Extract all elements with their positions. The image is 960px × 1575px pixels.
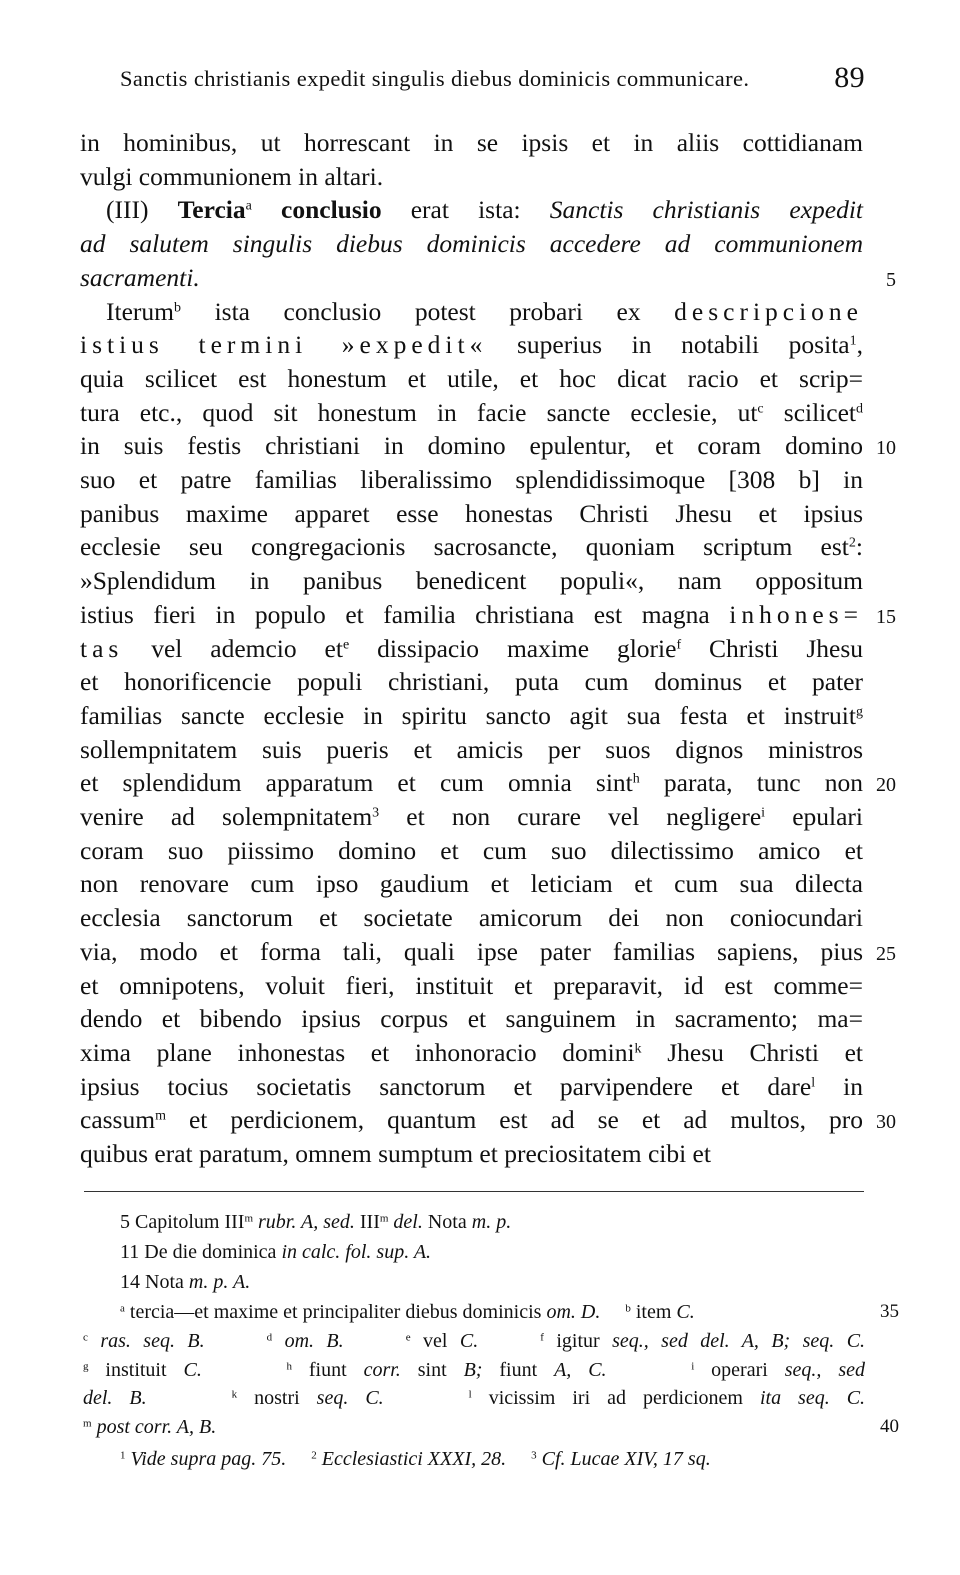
- text-line: suo et patre familias liberalissimo splendidissimoque [308 b] in: [80, 465, 863, 494]
- text-line: ecclesie seu congregacionis sacrosancte, quoniam scriptum est$^2$:: [80, 532, 863, 562]
- text-line: coram suo piissimo domino et cum suo dilectissimo amico et: [80, 835, 863, 865]
- apparatus-line: $^g$ instituit C. $^h$ fiunt corr. sint B; fiunt A, C. $^i$ operari seq., sed: [83, 1359, 865, 1381]
- text-line: (III) Tercia$^a$ conclusio erat ista: Sanctis christianis expedit: [106, 195, 864, 225]
- text-line: ipsius tocius societatis sanctorum et parvipendere et dare$^l$ in: [80, 1071, 863, 1101]
- text-line: in suis festis christiani in domino epulentur, et coram domino: [80, 431, 863, 461]
- text-line: sacramenti.: [80, 262, 200, 292]
- text-line: quia scilicet est honestum et utile, et hoc dicat racio et scrip=: [80, 363, 863, 393]
- apparatus-line-number: 40: [880, 1416, 899, 1437]
- footnote-separator: [84, 1191, 864, 1192]
- text-line: et splendidum apparatum et cum omnia sint$^h$ parata, tunc non: [80, 768, 863, 798]
- apparatus-line: 14 Nota m. p. A.: [120, 1271, 251, 1293]
- apparatus-line: 11 De die dominica in calc. fol. sup. A.: [120, 1241, 432, 1263]
- text-line: dendo et bibendo ipsius corpus et sanguinem in sacramento; ma=: [80, 1004, 863, 1034]
- running-title: Sanctis christianis expedit singulis diebus dominicis communicare.: [120, 66, 750, 91]
- text-line: non renovare cum ipso gaudium et leticiam et cum sua dilecta: [80, 869, 863, 899]
- text-line: cassum$^m$ et perdicionem, quantum est ad se et ad multos, pro: [80, 1105, 863, 1135]
- text-line: xima plane inhonestas et inhonoracio domini$^k$ Jhesu Christi et: [80, 1037, 863, 1067]
- apparatus-line-number: 35: [880, 1301, 899, 1322]
- text-line: venire ad solempnitatem$^3$ et non curare vel negligere$^i$ epulari: [80, 802, 863, 831]
- text-line: via, modo et forma tali, quali ipse pater familias sapiens, pius: [80, 936, 863, 966]
- apparatus-line: 5 Capitolum III$^m$ rubr. A, sed. III$^m$ del. Nota m. p.: [120, 1211, 512, 1233]
- text-line: ad salutem singulis diebus dominicis accedere ad communionem: [80, 229, 863, 259]
- text-line: »Splendidum in panibus benedicent populi«, nam oppositum: [80, 566, 863, 596]
- text-line: et omnipotens, voluit fieri, instituit et preparavit, id est comme=: [80, 970, 863, 1000]
- text-line: tas vel ademcio $et^e$ dissipacio maxime glorie$^f$ Christi Jhesu: [80, 633, 863, 663]
- text-line: et honorificencie populi christiani, puta cum dominus et pater: [80, 667, 863, 697]
- text-line: ecclesia sanctorum et societate amicorum dei non coniocundari: [80, 903, 863, 933]
- page-number: 89: [834, 61, 865, 94]
- apparatus-line: $^1$ Vide supra pag. 75. $^2$ Ecclesiastici XXXI, 28. $^3$ Cf. Lucae XIV, 17 sq.: [120, 1448, 711, 1470]
- text-line: vulgi communionem in altari.: [80, 161, 384, 191]
- line-number: 20: [876, 774, 896, 797]
- line-number: 15: [876, 605, 896, 628]
- text-line: Iterum$^b$ ista conclusio potest probari ex descripcione: [106, 296, 863, 326]
- text-line: in hominibus, ut horrescant in se ipsis et in aliis cottidianam: [80, 128, 863, 157]
- apparatus-line: $^a$ tercia—et maxime et principaliter diebus dominicis om. D. $^b$ item C.: [120, 1301, 695, 1323]
- text-line: quibus erat paratum, omnem sumptum et preciositatem cibi et: [80, 1139, 711, 1168]
- line-number: 30: [876, 1111, 896, 1134]
- line-number: 25: [876, 942, 896, 965]
- apparatus-line: $^m$ post corr. A, B.: [83, 1416, 217, 1438]
- running-header: [120, 61, 865, 96]
- text-line: panibus maxime apparet esse honestas Christi Jhesu et ipsius: [80, 498, 863, 528]
- line-number: 5: [886, 268, 896, 291]
- text-line: tura etc., quod sit honestum in facie sancte ecclesie, $ut^c$ scilicet$^d$: [80, 397, 864, 427]
- text-line: sollempnitatem suis pueris et amicis per suos dignos ministros: [80, 734, 863, 764]
- apparatus-line: del. B. $^k$ nostri seq. C. $^l$ vicissim iri ad perdicionem ita seq. C.: [83, 1387, 866, 1409]
- text-line: familias sancte ecclesie in spiritu sancto agit sua festa et instruit$^g$: [80, 700, 863, 730]
- text-line: istius fieri in populo et familia christiana est magna inhones=: [80, 599, 863, 629]
- line-number: 10: [876, 437, 896, 460]
- apparatus-line: $^c$ ras. seq. B. $^d$ om. B. $^e$ vel C. $^f$ igitur seq., sed del. A, B; seq. C.: [83, 1330, 866, 1352]
- text-line: istius termini »expedit« superius in notabili posita$^1$,: [80, 330, 863, 360]
